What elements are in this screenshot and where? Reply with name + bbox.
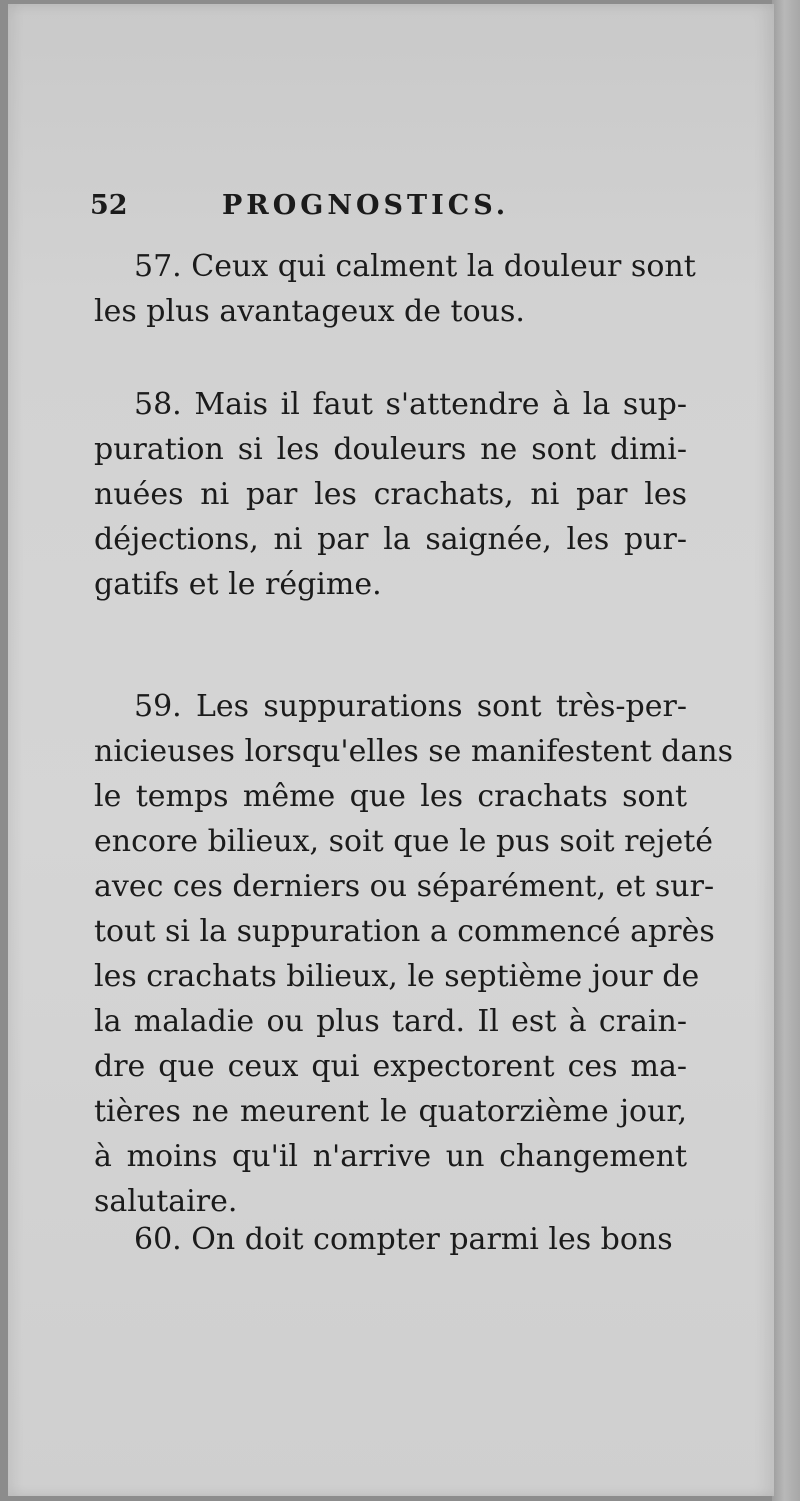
paragraph-line: nuées ni par les crachats, ni par les: [94, 477, 687, 512]
page-header: [90, 190, 690, 230]
paragraph-line: 59. Les suppurations sont très-per-: [134, 689, 687, 724]
paragraph-line: 57. Ceux qui calment la douleur sont: [134, 249, 696, 284]
paragraph-line: le temps même que les crachats sont: [94, 779, 687, 814]
paragraph-60: [94, 1217, 687, 1262]
paragraph-line: encore bilieux, soit que le pus soit rejeté: [94, 824, 714, 859]
paragraph-59: [94, 684, 733, 1224]
paragraph-line: nicieuses lorsqu'elles se manifestent dans: [94, 734, 733, 769]
paragraph-line: tières ne meurent le quatorzième jour,: [94, 1094, 687, 1129]
page-edge-right: [772, 0, 800, 1501]
paragraph-line: avec ces derniers ou séparément, et sur-: [94, 869, 715, 904]
paragraph-line: à moins qu'il n'arrive un changement: [94, 1139, 687, 1174]
paragraph-line: déjections, ni par la saignée, les pur-: [94, 522, 687, 557]
paragraph-line: la maladie ou plus tard. Il est à crain-: [94, 1004, 687, 1039]
paragraph-line: tout si la suppuration a commencé après: [94, 914, 715, 949]
paragraph-line: puration si les douleurs ne sont dimi-: [94, 432, 687, 467]
paragraph-58: [94, 382, 687, 607]
running-head: PROGNOSTICS.: [222, 190, 510, 221]
paragraph-line: 60. On doit compter parmi les bons: [134, 1222, 673, 1257]
page-number: 52: [90, 190, 128, 221]
paragraph-line: les crachats bilieux, le septième jour de: [94, 959, 700, 994]
paragraph-line: 58. Mais il faut s'attendre à la sup-: [134, 387, 687, 422]
paragraph-line: gatifs et le régime.: [94, 567, 382, 602]
page-footer-space: [8, 1476, 774, 1496]
book-page: [8, 4, 774, 1496]
paragraph-line: les plus avantageux de tous.: [94, 294, 525, 329]
paragraph-57: [94, 244, 696, 334]
paragraph-line: salutaire.: [94, 1184, 238, 1219]
paragraph-line: dre que ceux qui expectorent ces ma-: [94, 1049, 687, 1084]
